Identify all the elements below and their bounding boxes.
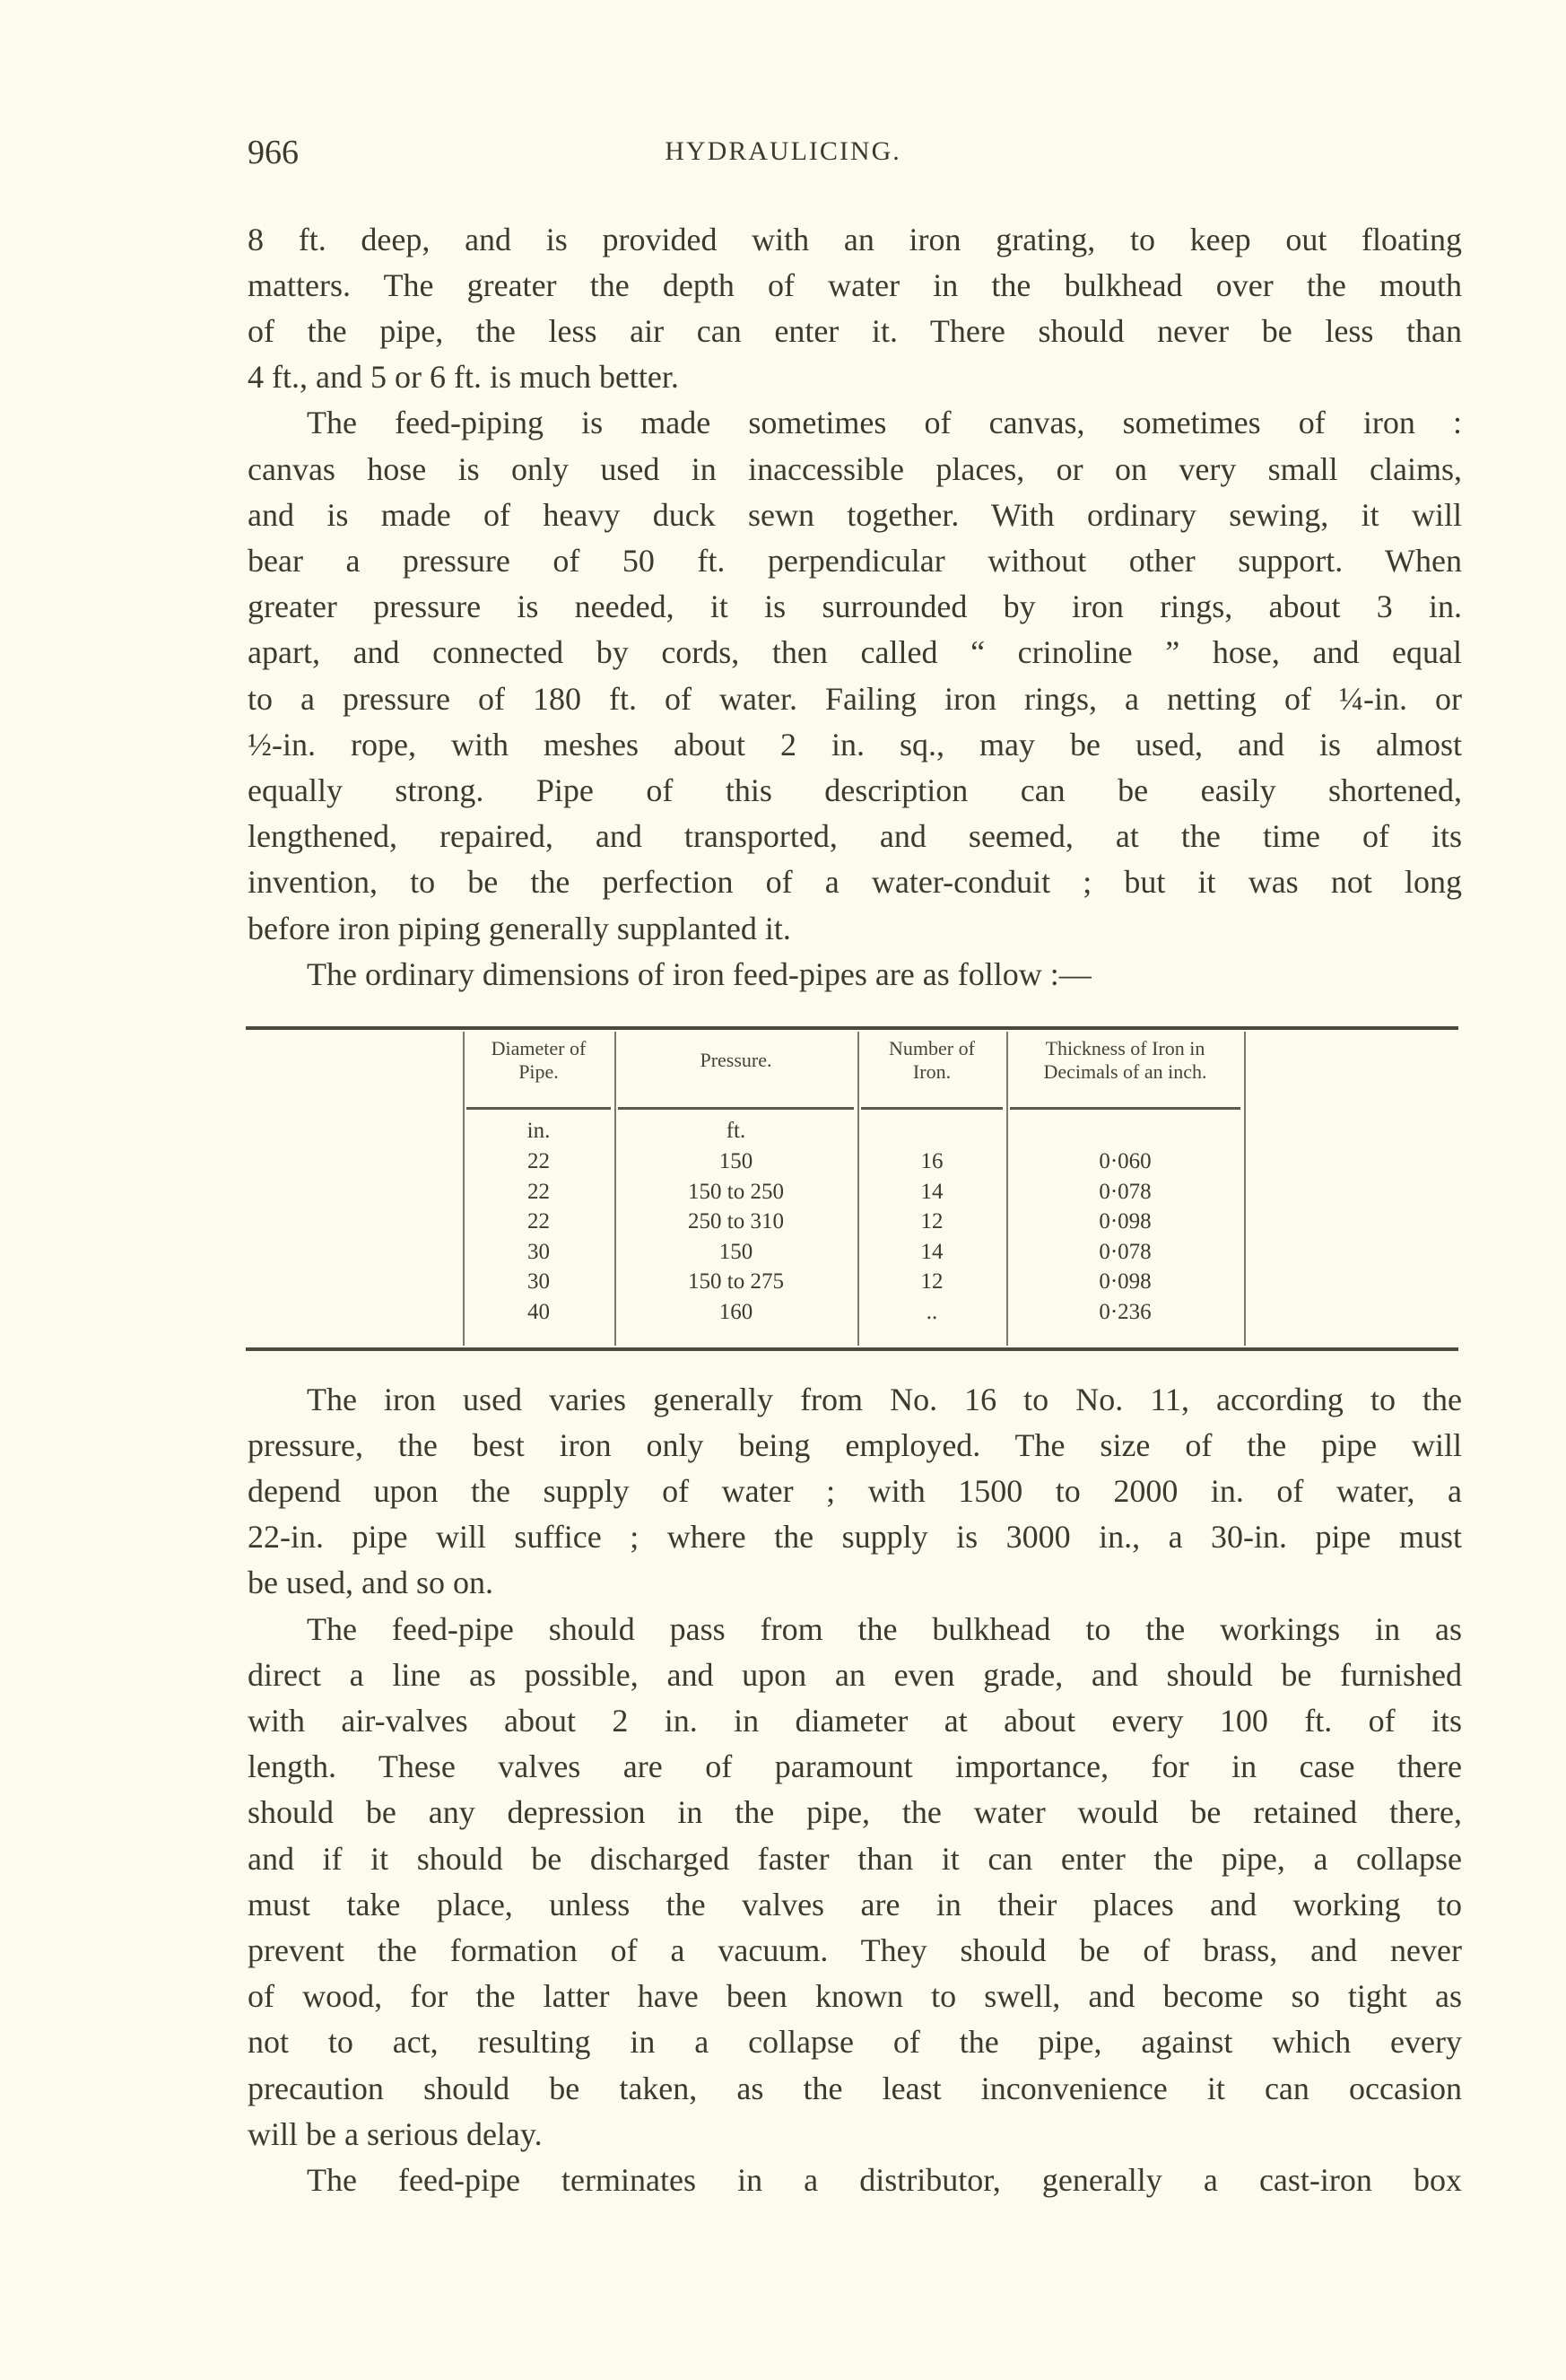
table-cell: 150	[718, 1149, 753, 1173]
text-line: not to act, resulting in a collapse of the pipe, against which every	[248, 2024, 1462, 2061]
table-column-divider	[1244, 1032, 1246, 1346]
table-cell: 160	[718, 1299, 753, 1324]
text-line: The ordinary dimensions of iron feed-pipes are as follow :—	[307, 955, 1092, 992]
running-head: HYDRAULICING.	[665, 136, 901, 166]
table-top-rule	[246, 1026, 1458, 1030]
table-cell: 22	[527, 1149, 550, 1173]
text-line: matters. The greater the depth of water in the bulkhead over the mouth	[248, 266, 1462, 303]
text-line: pressure, the best iron only being employed. The size of the pipe will	[248, 1426, 1462, 1463]
text-line: must take place, unless the valves are in their places and working to	[248, 1886, 1462, 1922]
text-line: bear a pressure of 50 ft. perpendicular without other support. When	[248, 542, 1462, 579]
text-line: apart, and connected by cords, then called “ crinoline ” hose, and equal	[248, 634, 1462, 671]
table-cell: 12	[920, 1209, 944, 1234]
table-cell: 0·098	[1099, 1269, 1152, 1294]
text-line: The feed-pipe should pass from the bulkhead to the workings in as	[307, 1610, 1462, 1647]
text-line: invention, to be the perfection of a water-conduit ; but it was not long	[248, 864, 1462, 901]
table-cell: 0·236	[1099, 1299, 1152, 1324]
text-line: to a pressure of 180 ft. of water. Failing iron rings, a netting of ¼-in. or	[248, 680, 1462, 717]
text-line: should be any depression in the pipe, the water would be retained there,	[248, 1794, 1462, 1831]
table-cell: 150 to 275	[688, 1269, 784, 1294]
text-line: The feed-piping is made sometimes of canvas, sometimes of iron :	[307, 405, 1462, 441]
table-cell: 0·078	[1099, 1179, 1152, 1204]
table-bottom-rule	[246, 1347, 1458, 1351]
text-line: 22-in. pipe will suffice ; where the supply is 3000 in., a 30-in. pipe must	[248, 1519, 1462, 1556]
text-line: with air-valves about 2 in. in diameter at about every 100 ft. of its	[248, 1702, 1462, 1739]
table-header-cell: Diameter of Pipe.	[491, 1037, 587, 1083]
table-cell: 0·060	[1099, 1149, 1152, 1173]
table-cell: ..	[926, 1299, 938, 1324]
text-line: of wood, for the latter have been known to swell, and become so tight as	[248, 1978, 1462, 2015]
text-line: and if it should be discharged faster than it can enter the pipe, a collapse	[248, 1840, 1462, 1877]
text-line: direct a line as possible, and upon an even grade, and should be furnished	[248, 1656, 1462, 1693]
table-header-underline	[1010, 1107, 1240, 1110]
table-cell: 22	[527, 1209, 550, 1234]
text-line: depend upon the supply of water ; with 1500 to 2000 in. of water, a	[248, 1472, 1462, 1509]
table-header-cell: Thickness of Iron in Decimals of an inch.	[1043, 1037, 1207, 1083]
text-line: greater pressure is needed, it is surrounded by iron rings, about 3 in.	[248, 588, 1462, 625]
text-line: 4 ft., and 5 or 6 ft. is much better.	[248, 359, 679, 396]
text-line: canvas hose is only used in inaccessible places, or on very small claims,	[248, 450, 1462, 487]
text-line: The iron used varies generally from No. 16 to No. 11, according to the	[307, 1381, 1462, 1417]
text-line: equally strong. Pipe of this description can be easily shortened,	[248, 772, 1462, 808]
table-cell: 40	[527, 1299, 550, 1324]
table-cell: 30	[527, 1239, 550, 1264]
text-line: The feed-pipe terminates in a distributor, generally a cast-iron box	[307, 2161, 1462, 2198]
text-line: of the pipe, the less air can enter it. There should never be less than	[248, 312, 1462, 349]
table-cell: 12	[920, 1269, 944, 1294]
page-number: 966	[248, 134, 299, 171]
table-cell: 0·078	[1099, 1239, 1152, 1264]
text-line: ½-in. rope, with meshes about 2 in. sq., may be used, and is almost	[248, 726, 1462, 763]
table-header-cell: Number of Iron.	[889, 1037, 975, 1083]
table-cell: 30	[527, 1269, 550, 1294]
table-header-underline	[466, 1107, 611, 1110]
text-line: length. These valves are of paramount importance, for in case there	[248, 1748, 1462, 1785]
text-line: and is made of heavy duck sewn together. With ordinary sewing, it will	[248, 496, 1462, 533]
table-header-cell: Pressure.	[700, 1049, 772, 1071]
table-cell: 250 to 310	[688, 1209, 784, 1234]
table-cell: 0·098	[1099, 1209, 1152, 1234]
text-line: 8 ft. deep, and is provided with an iron grating, to keep out floating	[248, 221, 1462, 257]
table-unit-cell: ft.	[726, 1119, 746, 1143]
table-cell: 14	[920, 1179, 944, 1204]
table-cell: 22	[527, 1179, 550, 1204]
table-cell: 150	[718, 1239, 753, 1264]
text-line: before iron piping generally supplanted it.	[248, 910, 791, 946]
table-header-underline	[618, 1107, 854, 1110]
table-cell: 14	[920, 1239, 944, 1264]
table-cell: 150 to 250	[688, 1179, 784, 1204]
text-line: be used, and so on.	[248, 1565, 493, 1601]
table-cell: 16	[920, 1149, 944, 1173]
text-line: will be a serious delay.	[248, 2115, 543, 2152]
table-unit-cell: in.	[526, 1119, 551, 1143]
table-header-underline	[861, 1107, 1003, 1110]
text-line: lengthened, repaired, and transported, and seemed, at the time of its	[248, 818, 1462, 855]
text-line: prevent the formation of a vacuum. They should be of brass, and never	[248, 1931, 1462, 1968]
text-line: precaution should be taken, as the least inconvenience it can occasion	[248, 2070, 1462, 2106]
